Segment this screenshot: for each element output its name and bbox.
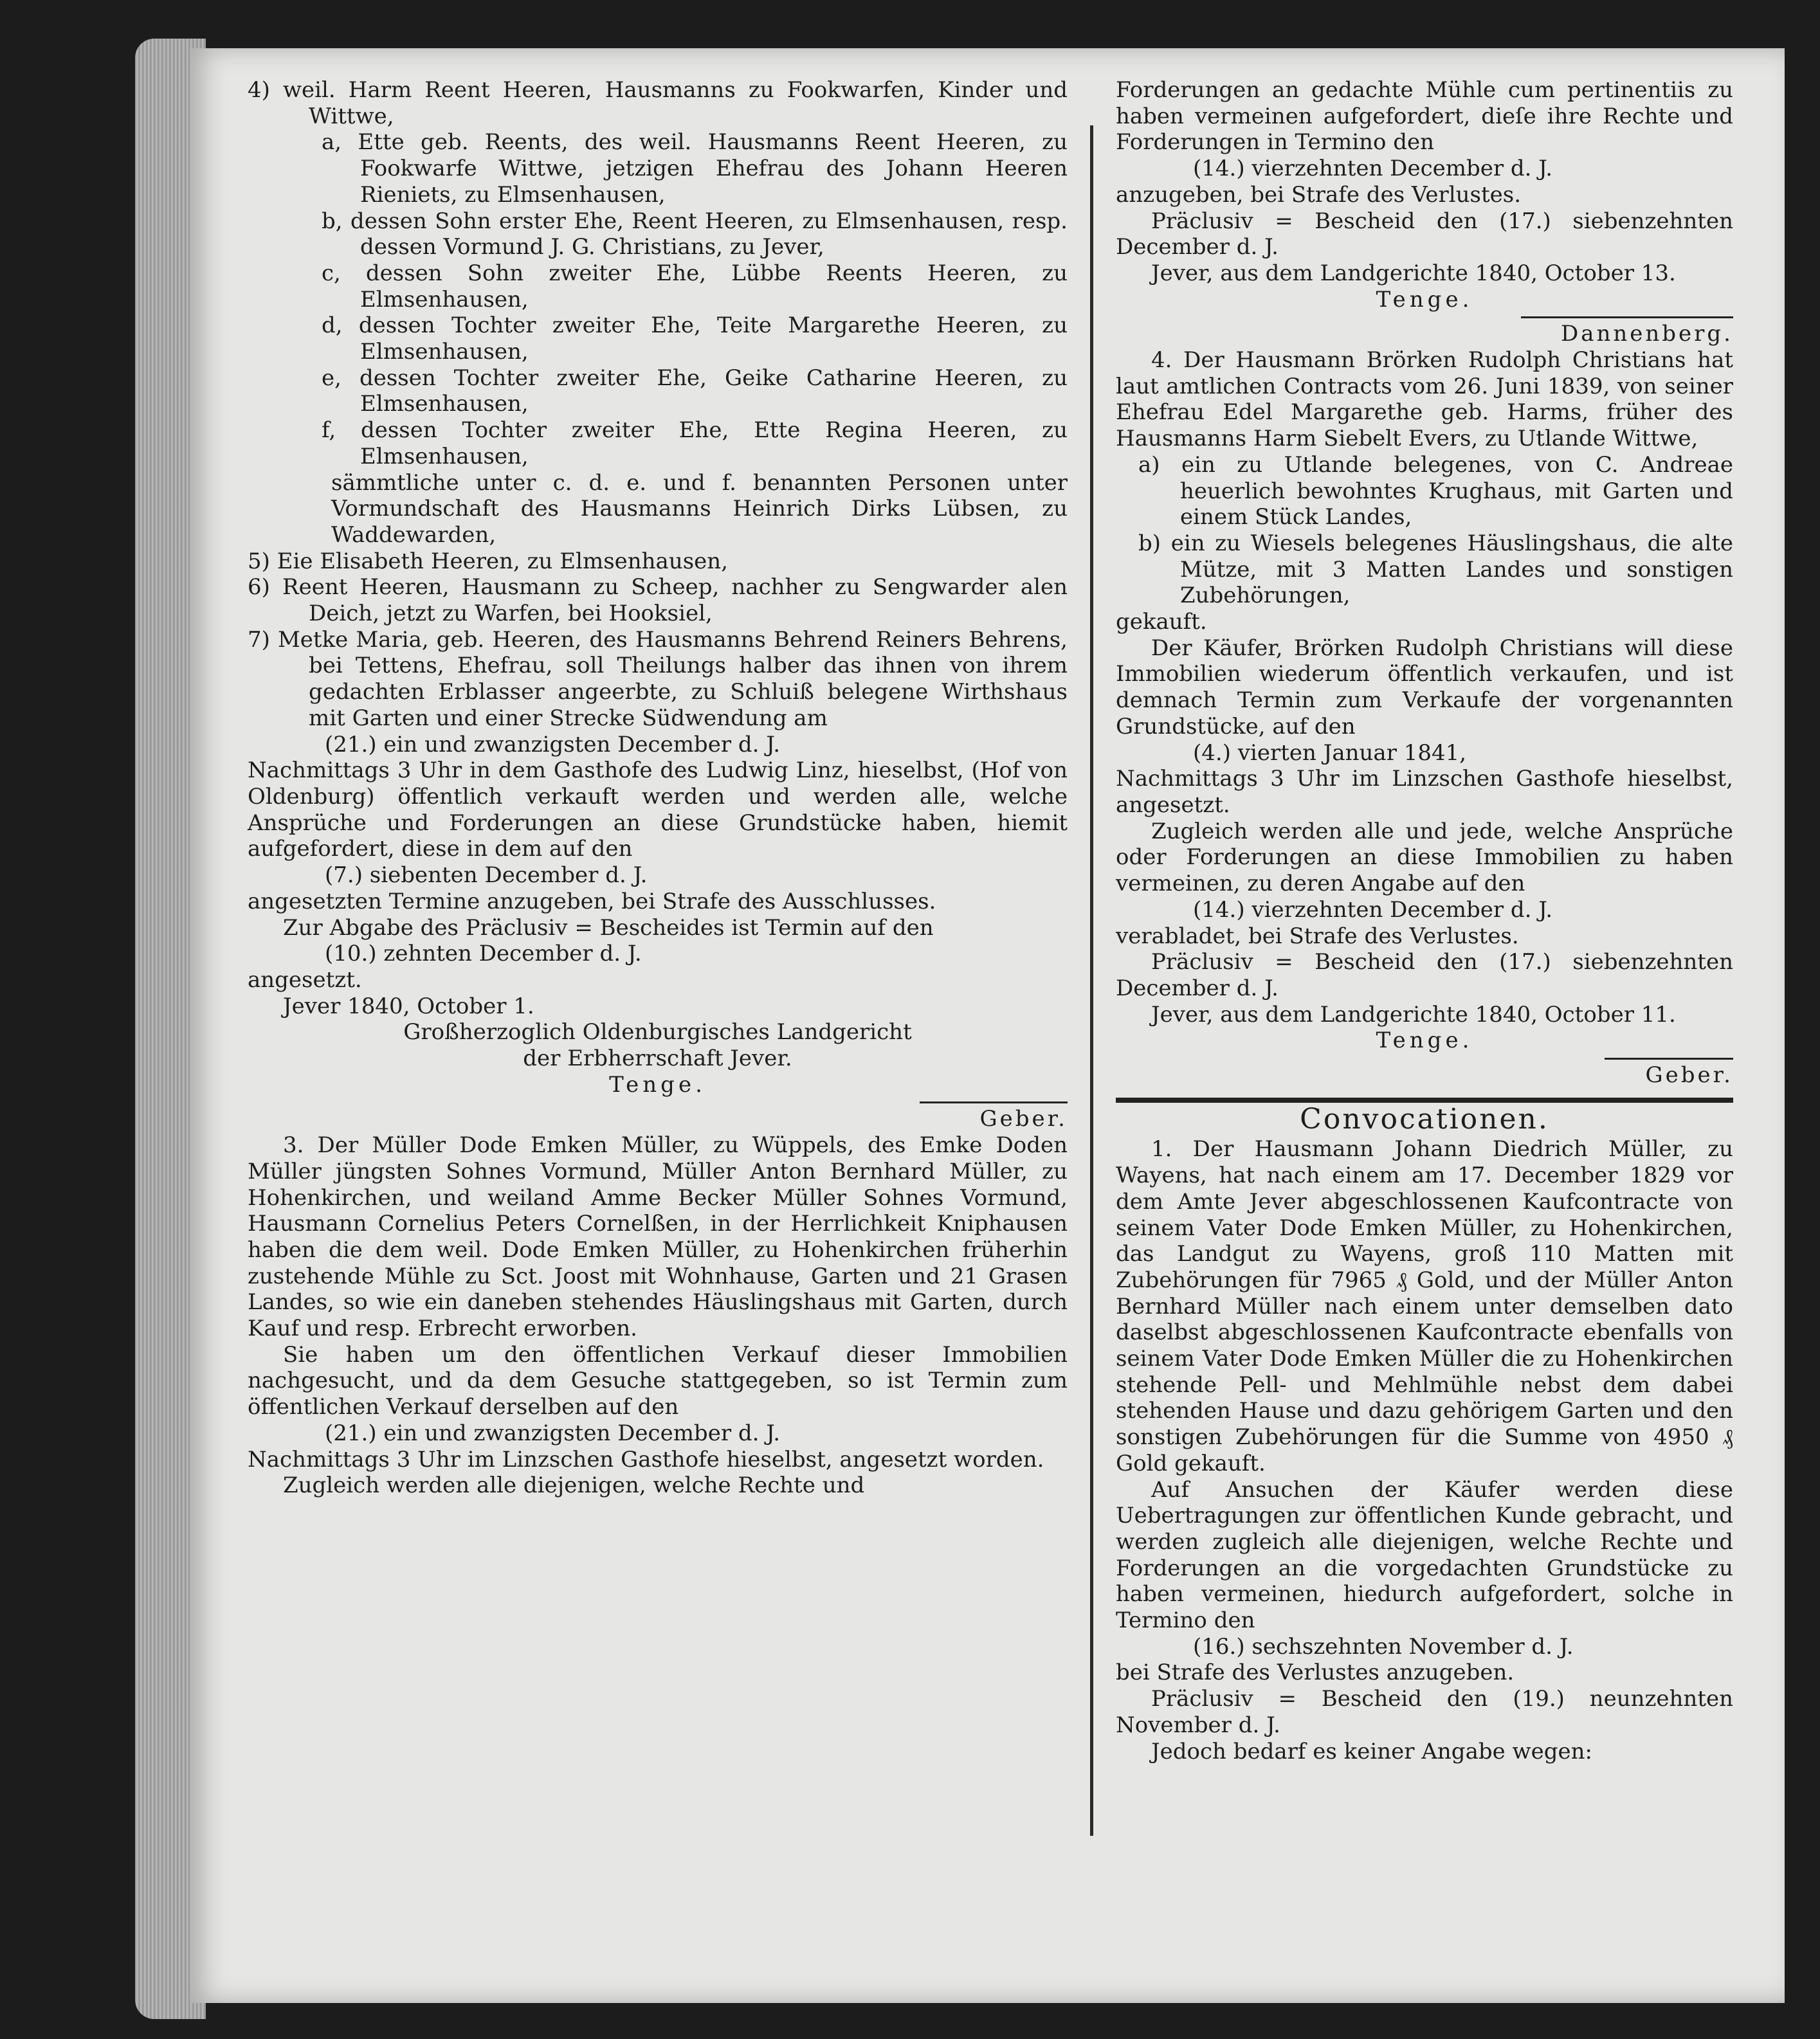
paragraph: Zugleich werden alle und jede, welche Ansprüche oder Forderungen an diese Immobilien zu haben vermeinen, zu deren Angabe auf den [1116, 818, 1733, 897]
paragraph: gekauft. [1116, 609, 1207, 635]
paragraph: bei Strafe des Verlustes anzugeben. [1116, 1660, 1515, 1686]
list-item-6: 6) Reent Heeren, Hausmann zu Scheep, nachher zu Sengwarder alen Deich, jetzt zu Warfen, bei Hooksiel, [248, 574, 1068, 627]
signature: Tenge. [1376, 1028, 1473, 1054]
paragraph: Präclusiv = Bescheid den (17.) siebenzehnten December d. J. [1116, 208, 1733, 260]
sub-item-e: e, dessen Tochter zweiter Ehe, Geike Catharine Heeren, zu Elmsenhausen, [322, 365, 1068, 417]
paragraph: Zur Abgabe des Präclusiv = Bescheides ist Termin auf den [283, 914, 934, 941]
list-item-4: 4) weil. Harm Reent Heeren, Hausmanns zu Fookwarfen, Kinder und Wittwe, [248, 77, 1068, 129]
divider [1521, 316, 1733, 318]
paragraph: Auf Ansuchen der Käufer werden diese Uebertragungen zur öffentlichen Kunde gebracht, und werden zugleich alle diejenigen, welche Rechte und Forderungen an die vorgedachten Grundstücke zu haben vermeinen, hiedurch aufgefordert, solche in Termino den [1116, 1476, 1733, 1634]
paragraph: Nachmittags 3 Uhr im Linzschen Gasthofe hieselbst, angesetzt. [1116, 766, 1733, 818]
term-date: (7.) siebenten December d. J. [325, 862, 648, 889]
term-date: (4.) vierten Januar 1841, [1193, 739, 1467, 766]
court-name-2: der Erbherrschaft Jever. [523, 1046, 792, 1072]
paragraph: Der Käufer, Brörken Rudolph Christians will diese Immobilien wiederum öffentlich verkaufen, und ist demnach Termin zum Verkaufe der vorgenannten Grundstücke, auf den [1116, 635, 1733, 739]
paragraph: verabladet, bei Strafe des Verlustes. [1116, 923, 1519, 949]
right-column [1116, 77, 1733, 1764]
paragraph: anzugeben, bei Strafe des Verlustes. [1116, 181, 1522, 208]
paragraph: Sie haben um den öffentlichen Verkauf dieser Immobilien nachgesucht, und da dem Gesuche stattgegeben, so ist Termin zum öffentlichen Verkauf derselben auf den [248, 1341, 1068, 1420]
place-date: Jever, aus dem Landgerichte 1840, October 11. [1151, 1001, 1676, 1028]
list-item-5: 5) Eie Elisabeth Heeren, zu Elmsenhausen, [248, 548, 729, 574]
place-date: Jever, aus dem Landgerichte 1840, October 13. [1151, 260, 1676, 286]
place-date: Jever 1840, October 1. [283, 993, 534, 1019]
term-date: (10.) zehnten December d. J. [325, 941, 642, 967]
term-date: (16.) sechszehnten November d. J. [1193, 1633, 1574, 1660]
divider [920, 1101, 1068, 1103]
notice-3: 3. Der Müller Dode Emken Müller, zu Wüppels, des Emke Doden Müller jüngsten Sohnes Vormund, Müller Anton Bernhard Müller, zu Hohenkirchen, und weiland Amme Becker Müller Sohnes Vormund, Hausmann Cornelius Peters Cornelßen, in der Herrlichkeit Kniphausen haben die dem weil. Dode Emken Müller, zu Hohenkirchen früherhin zustehende Mühle zu Sct. Joost mit Wohnhause, Garten und 21 Grasen Landes, so wie ein daneben stehendes Häuslingshaus mit Garten, durch Kauf und resp. Erbrecht erworben. [248, 1132, 1068, 1342]
section-rule [1116, 1098, 1733, 1103]
paragraph: Nachmittags 3 Uhr im Linzschen Gasthofe hieselbst, angesetzt worden. [248, 1446, 1044, 1473]
convocation-1: 1. Der Hausmann Johann Diedrich Müller, zu Wayens, hat nach einem am 17. December 1829 vor dem Amte Jever abgeschlossenen Kaufcontracte von seinem Vater Dode Emken Müller, zu Hohenkirchen, das Landgut zu Wayens, groß 110 Matten mit Zubehörungen für 7965 ₰ Gold, und der Müller Anton Bernhard Müller nach einem unter demselben dato daselbst abgeschlossenen Kaufcontracte ebenfalls von seinem Vater Dode Emken Müller die zu Hohenkirchen stehende Pell- und Mehlmühle nebst dem dabei stehenden Hause und dazu gehörigem Garten und den sonstigen Zubehörungen für die Summe von 4950 ₰ Gold gekauft. [1116, 1136, 1733, 1476]
signature: Geber. [979, 1106, 1068, 1132]
left-column [248, 77, 1068, 1499]
paragraph: Präclusiv = Bescheid den (19.) neunzehnten November d. J. [1116, 1686, 1733, 1738]
term-date: (14.) vierzehnten December d. J. [1193, 896, 1553, 923]
signature: Geber. [1645, 1062, 1733, 1089]
paragraph: angesetzten Termine anzugeben, bei Strafe des Ausschlusses. [248, 888, 936, 914]
sub-item-b: b) ein zu Wiesels belegenes Häuslingshaus, die alte Mütze, mit 3 Matten Landes und sonstigen Zubehörungen, [1138, 530, 1733, 609]
list-item-7: 7) Metke Maria, geb. Heeren, des Hausmanns Behrend Reiners Behrens, bei Tettens, Ehefrau, soll Theilungs halber das ihnen von ihrem gedachten Erblasser angeerbte, zu Schluiß belegene Wirthshaus mit Garten und einer Strecke Südwendung am [248, 626, 1068, 731]
paragraph: Jedoch bedarf es keiner Angabe wegen: [1151, 1738, 1592, 1764]
term-date: (14.) vierzehnten December d. J. [1193, 156, 1553, 182]
notice-4: 4. Der Hausmann Brörken Rudolph Christians hat laut amtlichen Contracts vom 26. Juni 1839, von seiner Ehefrau Edel Margarethe geb. Harms, früher des Hausmanns Harm Siebelt Evers, zu Utlande Wittwe, [1116, 347, 1733, 452]
section-heading: Convocationen. [1300, 1102, 1549, 1136]
signature: Tenge. [609, 1071, 706, 1098]
signature: Tenge. [1376, 286, 1473, 313]
guardianship-note: sämmtliche unter c. d. e. und f. benannten Personen unter Vormundschaft des Hausmanns Heinrich Dirks Lübsen, zu Waddewarden, [331, 469, 1068, 548]
divider [1605, 1058, 1733, 1060]
paragraph: Nachmittags 3 Uhr in dem Gasthofe des Ludwig Linz, hieselbst, (Hof von Oldenburg) öffentlich verkauft werden und werden alle, welche Ansprüche und Forderungen an diese Grundstücke haben, hiemit aufgefordert, diese in dem auf den [248, 757, 1068, 862]
term-date: (21.) ein und zwanzigsten December d. J. [325, 1420, 781, 1446]
sub-item-c: c, dessen Sohn zweiter Ehe, Lübbe Reents Heeren, zu Elmsenhausen, [322, 260, 1068, 313]
paragraph: angesetzt. [248, 966, 362, 993]
paragraph: Präclusiv = Bescheid den (17.) siebenzehnten December d. J. [1116, 949, 1733, 1001]
column-divider [1090, 125, 1093, 1836]
signature: Dannenberg. [1560, 321, 1733, 347]
paragraph: Forderungen an gedachte Mühle cum pertinentiis zu haben vermeinen aufgefordert, dieſe ihre Rechte und Forderungen in Termino den [1116, 77, 1733, 156]
sub-item-a: a, Ette geb. Reents, des weil. Hausmanns Reent Heeren, zu Fookwarfe Wittwe, jetzigen Ehefrau des Johann Heeren Rieniets, zu Elmsenhausen, [322, 129, 1068, 208]
sub-item-d: d, dessen Tochter zweiter Ehe, Teite Margarethe Heeren, zu Elmsenhausen, [322, 313, 1068, 365]
paragraph: Zugleich werden alle diejenigen, welche Rechte und [283, 1473, 865, 1499]
court-name: Großherzoglich Oldenburgisches Landgericht [403, 1019, 912, 1046]
term-date: (21.) ein und zwanzigsten December d. J. [325, 731, 781, 757]
sub-item-f: f, dessen Tochter zweiter Ehe, Ette Regina Heeren, zu Elmsenhausen, [322, 417, 1068, 469]
sub-item-a: a) ein zu Utlande belegenes, von C. Andreae heuerlich bewohntes Krughaus, mit Garten und einem Stück Landes, [1138, 451, 1733, 530]
sub-item-b: b, dessen Sohn erster Ehe, Reent Heeren, zu Elmsenhausen, resp. dessen Vormund J. G. Christians, zu Jever, [322, 208, 1068, 260]
